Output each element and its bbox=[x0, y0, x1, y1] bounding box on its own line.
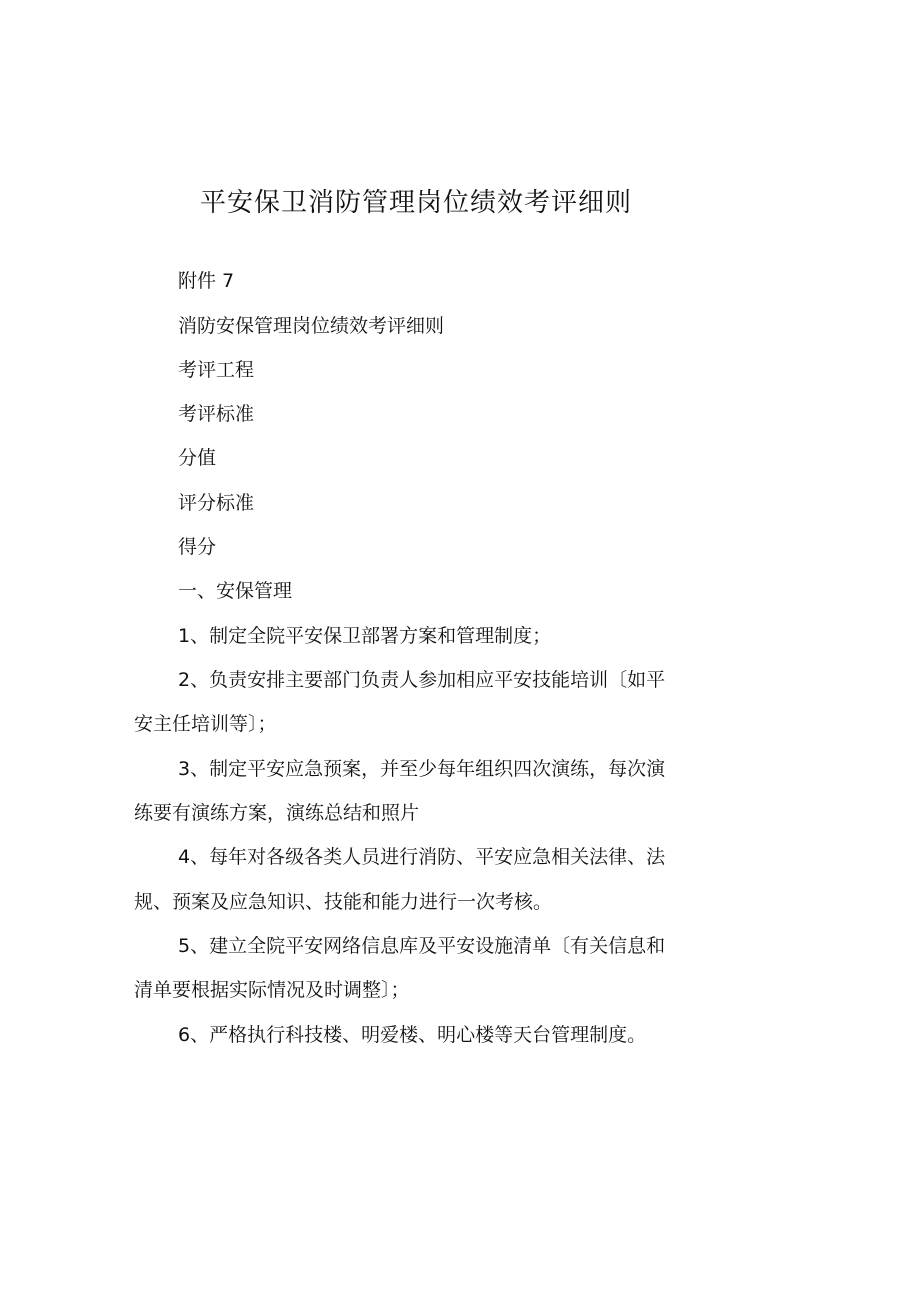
item-2-line-1: 2、负责安排主要部门负责人参加相应平安技能培训〔如平 bbox=[178, 669, 666, 691]
item-4-line-1: 4、每年对各级各类人员进行消防、平安应急相关法律、法 bbox=[178, 846, 666, 868]
section-heading: 一、安保管理 bbox=[178, 580, 293, 602]
header-scoring-standard: 评分标准 bbox=[178, 492, 255, 514]
header-project: 考评工程 bbox=[178, 359, 255, 381]
item-3-line-1: 3、制定平安应急预案，并至少每年组织四次演练，每次演 bbox=[178, 758, 666, 780]
item-2-line-2: 安主任培训等〕； bbox=[134, 713, 277, 735]
item-5-line-2: 清单要根据实际情况及时调整〕； bbox=[134, 979, 410, 1001]
item-1-line-1: 1、制定全院平安保卫部署方案和管理制度； bbox=[178, 625, 552, 647]
item-6-line-1: 6、严格执行科技楼、明爱楼、明心楼等天台管理制度。 bbox=[178, 1024, 647, 1046]
header-score-value: 分值 bbox=[178, 447, 217, 469]
document-title: 平安保卫消防管理岗位绩效考评细则 bbox=[200, 188, 633, 218]
item-5-line-1: 5、建立全院平安网络信息库及平安设施清单〔有关信息和 bbox=[178, 935, 666, 957]
subtitle: 消防安保管理岗位绩效考评细则 bbox=[178, 315, 445, 337]
item-4-line-2: 规、预案及应急知识、技能和能力进行一次考核。 bbox=[134, 891, 553, 913]
item-3-line-2: 练要有演练方案，演练总结和照片 bbox=[134, 802, 420, 824]
header-standard: 考评标准 bbox=[178, 403, 255, 425]
header-score: 得分 bbox=[178, 536, 217, 558]
attachment-label: 附件 7 bbox=[178, 270, 235, 292]
